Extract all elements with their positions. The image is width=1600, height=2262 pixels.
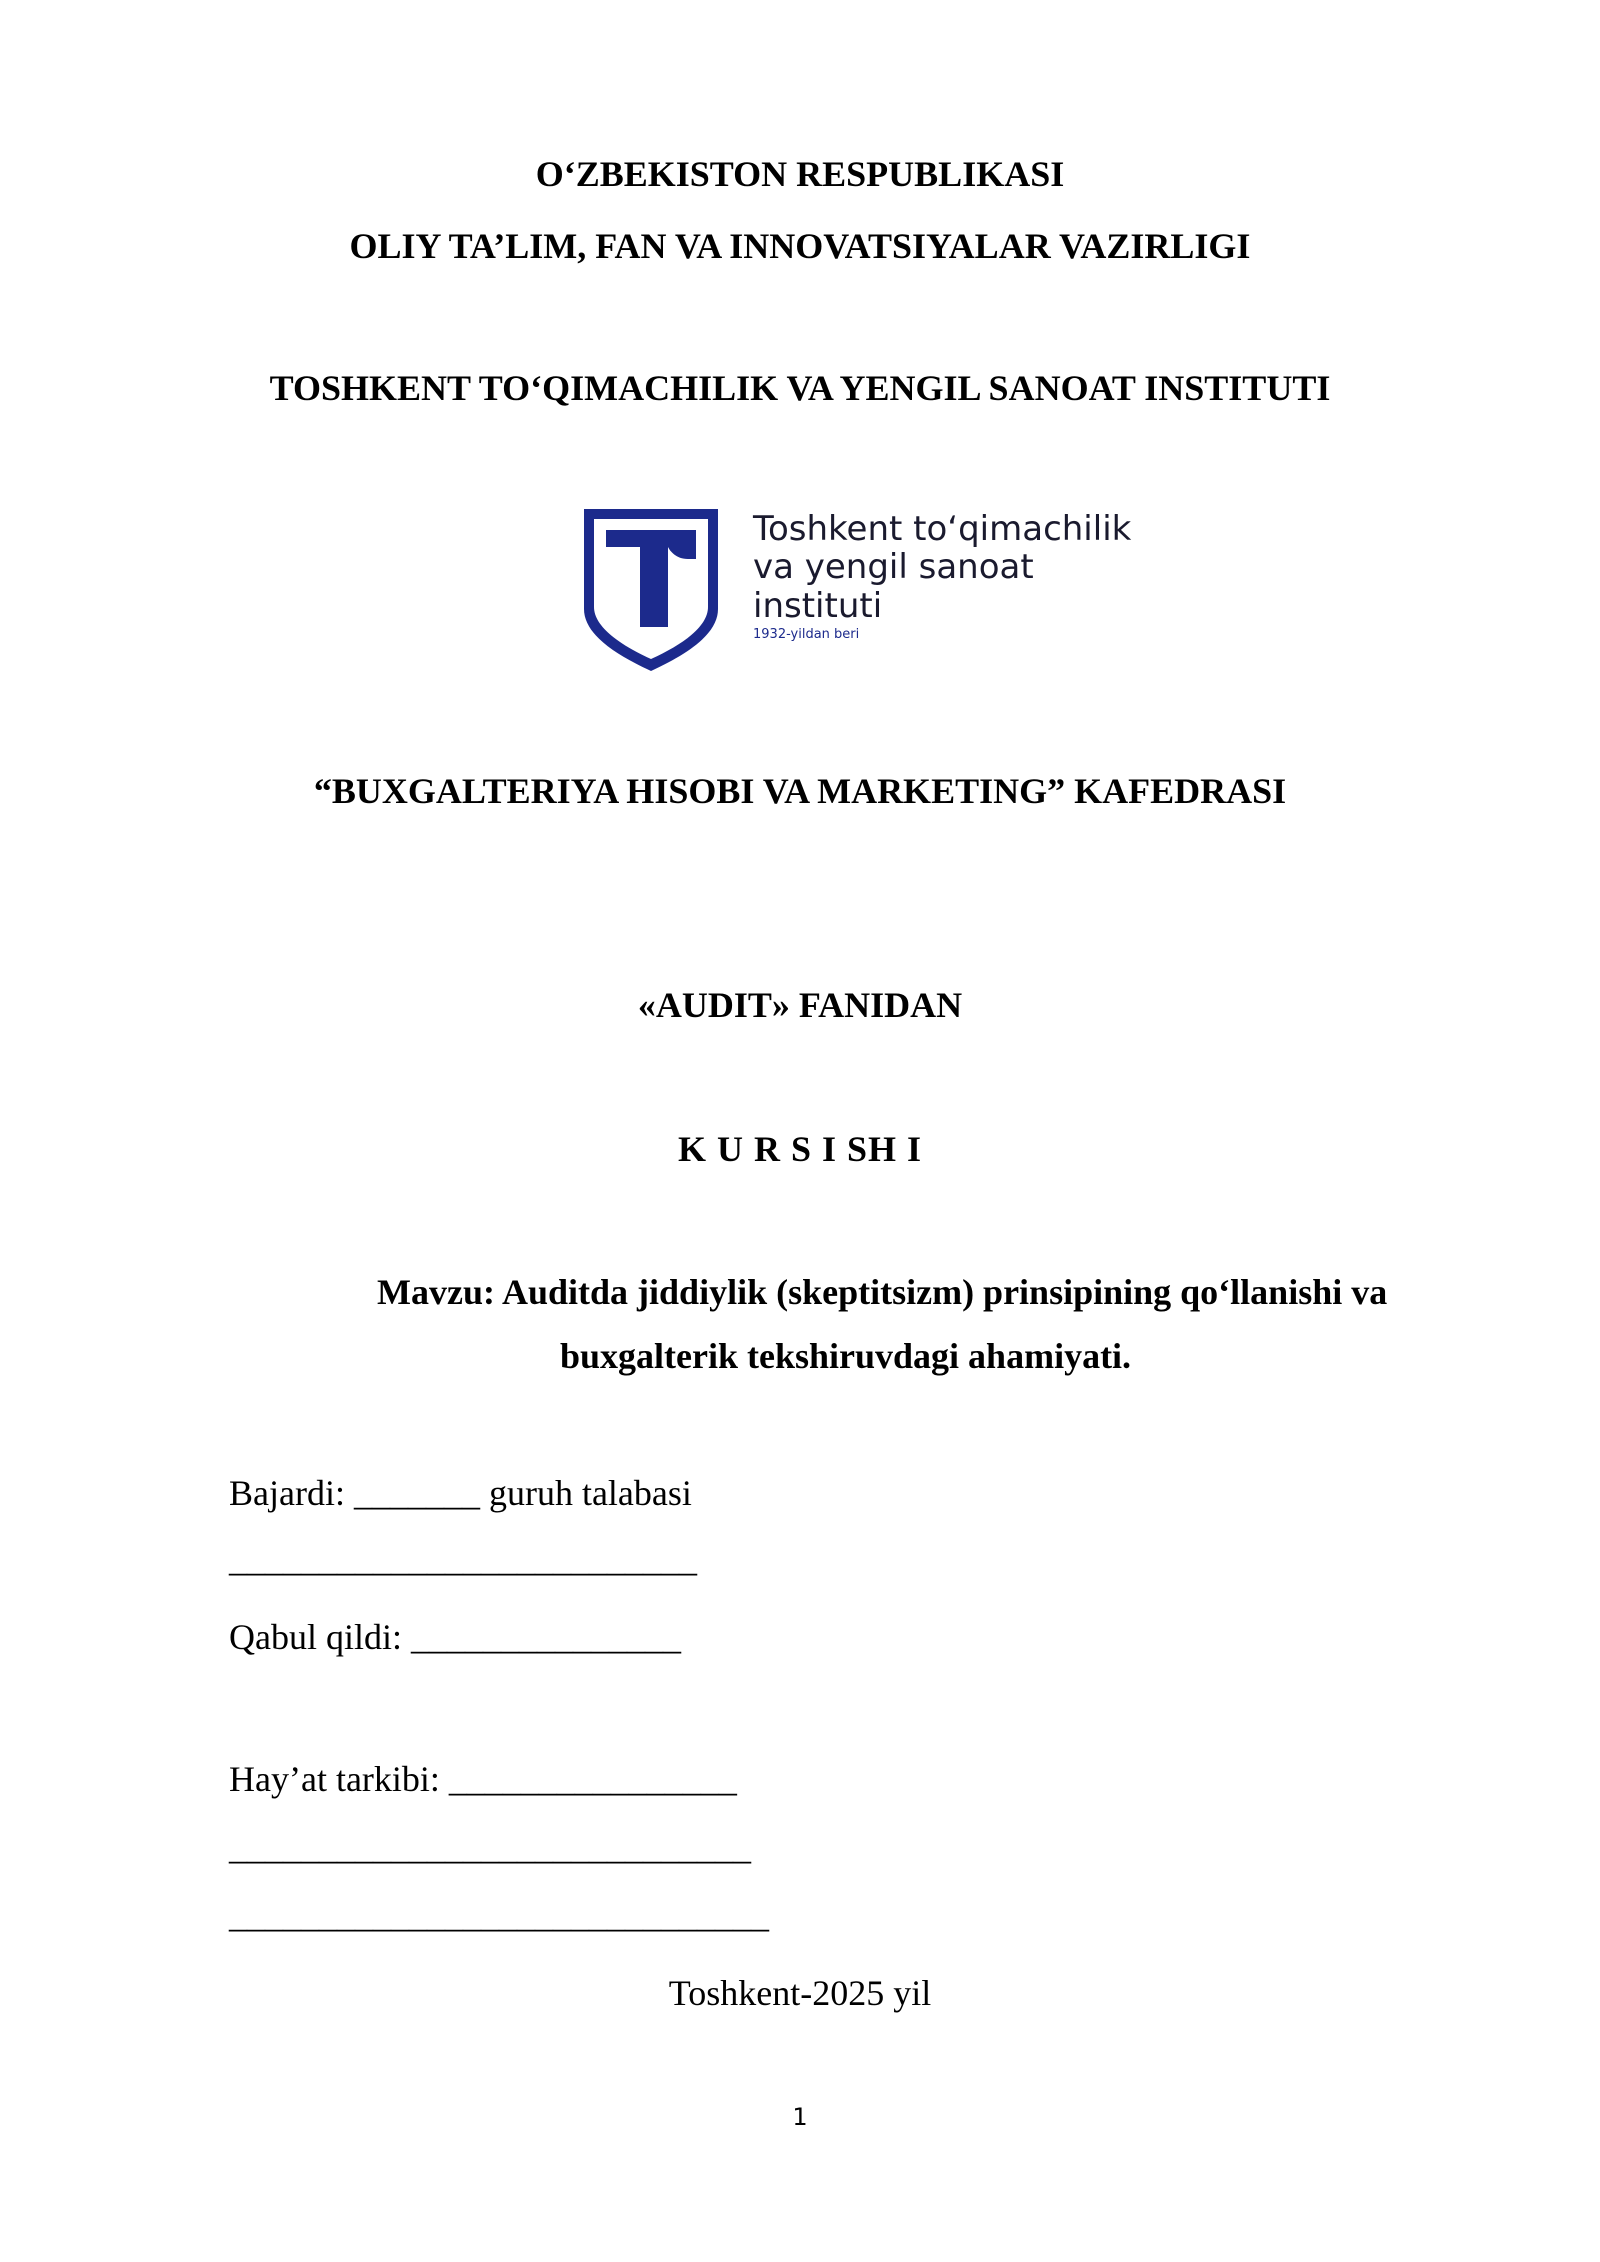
- commission-blank-1: _____________________________: [229, 1827, 751, 1867]
- performed-by-field: Bajardi: _______ guruh talabasi: [229, 1473, 692, 1513]
- department-heading: “BUXGALTERIYA HISOBI VA MARKETING” KAFEDRASI: [313, 771, 1287, 811]
- topic-line-1: Mavzu: Auditda jiddiylik (skeptitsizm) prinsipining qo‘llanishi va: [377, 1272, 1388, 1312]
- institute-heading: TOSHKENT TO‘QIMACHILIK VA YENGIL SANOAT INSTITUTI: [269, 368, 1331, 408]
- logo-since-text: 1932-yildan beri: [753, 627, 860, 642]
- ministry-heading: OLIY TA’LIM, FAN VA INNOVATSIYALAR VAZIRLIGI: [349, 226, 1251, 266]
- logo-text-line-1: Toshkent to‘qimachilik: [753, 509, 1132, 549]
- city-year: Toshkent-2025 yil: [668, 1973, 932, 2013]
- accepted-by-field: Qabul qildi: _______________: [229, 1617, 681, 1657]
- shield-icon: [580, 505, 722, 675]
- subject-heading: «AUDIT» FANIDAN: [637, 985, 963, 1025]
- country-heading: O‘ZBEKISTON RESPUBLIKASI: [535, 154, 1065, 194]
- logo-text-line-2: va yengil sanoat: [753, 547, 1034, 587]
- logo-text-line-3: instituti: [753, 586, 883, 626]
- topic-line-2: buxgalterik tekshiruvdagi ahamiyati.: [560, 1336, 1132, 1376]
- page-number: 1: [792, 2103, 808, 2131]
- commission-blank-2: ______________________________: [229, 1895, 769, 1935]
- commission-field: Hay’at tarkibi: ________________: [229, 1759, 737, 1799]
- student-name-blank: __________________________: [229, 1539, 697, 1579]
- institute-logo: [580, 505, 1140, 675]
- work-type-heading: K U R S I SH I: [677, 1129, 923, 1169]
